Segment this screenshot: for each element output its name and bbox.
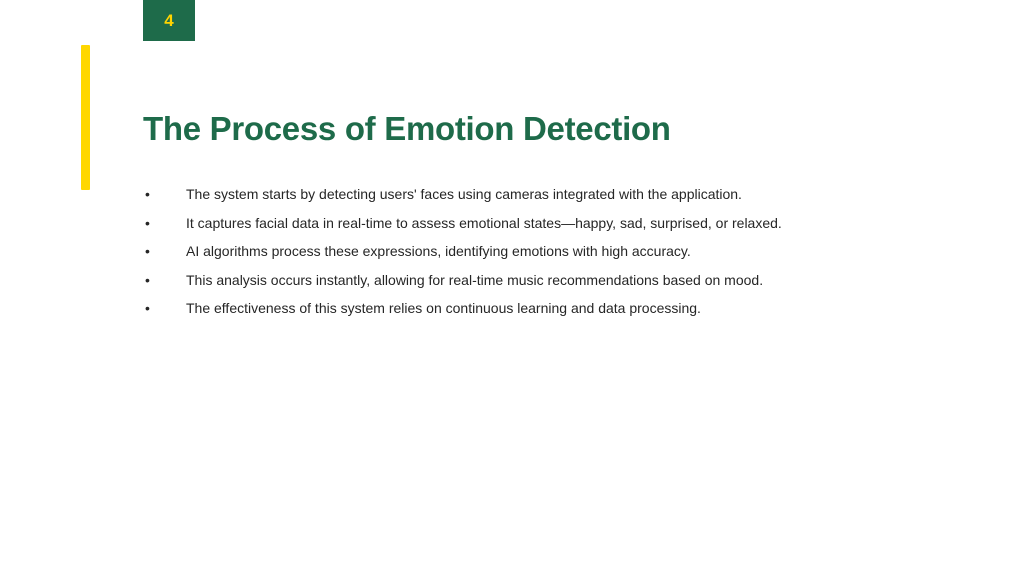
bullet-icon: • bbox=[145, 243, 150, 260]
bullet-item bbox=[143, 294, 782, 323]
page-number: 4 bbox=[164, 10, 174, 30]
accent-bar bbox=[81, 45, 90, 190]
page-number-badge bbox=[143, 0, 195, 41]
bullet-icon: • bbox=[145, 300, 150, 317]
bullet-text: It captures facial data in real-time to assess emotional states—happy, sad, surprised, or relaxed. bbox=[186, 214, 782, 231]
bullet-text: The system starts by detecting users' faces using cameras integrated with the application. bbox=[186, 186, 742, 203]
bullet-icon: • bbox=[145, 186, 150, 203]
slide-title: The Process of Emotion Detection bbox=[143, 110, 671, 147]
bullet-item bbox=[143, 180, 782, 209]
bullet-item bbox=[143, 209, 782, 238]
bullet-text: This analysis occurs instantly, allowing for real-time music recommendations based on mood. bbox=[186, 271, 764, 288]
bullet-text: The effectiveness of this system relies on continuous learning and data processing. bbox=[186, 300, 701, 317]
bullet-item bbox=[143, 237, 782, 266]
bullet-icon: • bbox=[145, 271, 150, 288]
bullet-item bbox=[143, 266, 782, 295]
bullet-icon: • bbox=[145, 214, 150, 231]
bullet-text: AI algorithms process these expressions, identifying emotions with high accuracy. bbox=[186, 243, 691, 260]
bullet-list bbox=[143, 180, 782, 323]
